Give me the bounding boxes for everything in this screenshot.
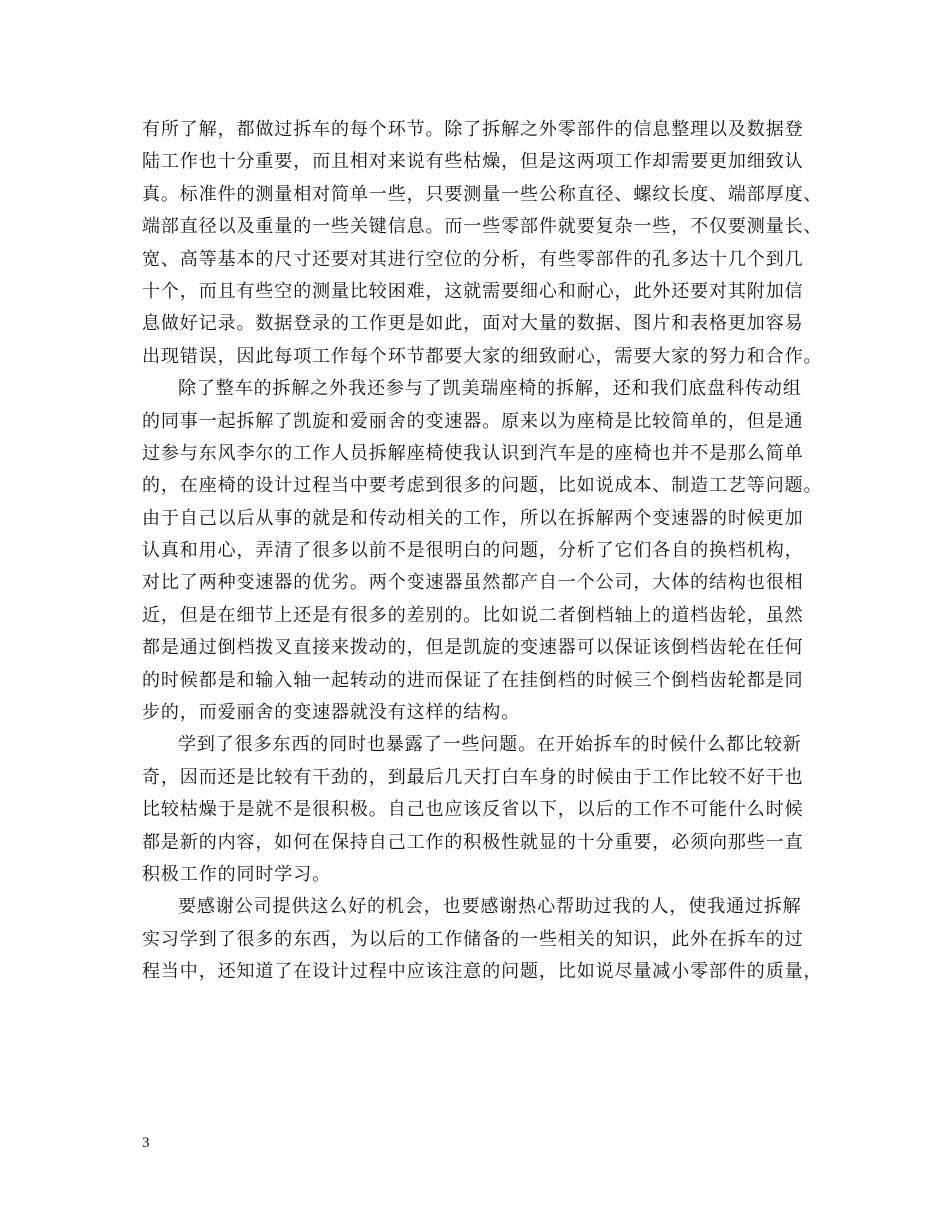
text-line: 十个，而且有些空的测量比较困难，这就需要细心和耐心，此外还要对其附加信 <box>142 280 804 302</box>
paragraph-2 <box>142 373 823 729</box>
text-line: 的同事一起拆解了凯旋和爱丽舍的变速器。原来以为座椅是比较简单的，但是通 <box>142 410 804 432</box>
text-line: 程当中，还知道了在设计过程中应该注意的问题，比如说尽量减小零部件的质量， <box>142 961 823 983</box>
text-line: 步的，而爱丽舍的变速器就没有这样的结构。 <box>142 702 520 724</box>
text-line: 实习学到了很多的东西，为以后的工作储备的一些相关的知识，此外在拆车的过 <box>142 928 804 950</box>
text-line: 除了整车的拆解之外我还参与了凯美瑞座椅的拆解，还和我们底盘科传动组 <box>178 378 802 400</box>
paragraph-1 <box>142 114 823 373</box>
text-line: 真。标准件的测量相对简单一些，只要测量一些公称直径、螺纹长度、端部厚度、 <box>142 183 823 205</box>
document-body <box>142 114 823 989</box>
text-line: 认真和用心，弄清了很多以前不是很明白的问题，分析了它们各自的换档机构， <box>142 540 804 562</box>
text-line: 都是新的内容，如何在保持自己工作的积极性就显的十分重要，必须向那些一直 <box>142 831 804 853</box>
text-line: 出现错误，因此每项工作每个环节都要大家的细致耐心，需要大家的努力和合作。 <box>142 345 823 367</box>
text-line: 由于自己以后从事的就是和传动相关的工作，所以在拆解两个变速器的时候更加 <box>142 507 804 529</box>
text-line: 端部直径以及重量的一些关键信息。而一些零部件就要复杂一些，不仅要测量长、 <box>142 216 823 238</box>
text-line: 要感谢公司提供这么好的机会，也要感谢热心帮助过我的人，使我通过拆解 <box>178 896 802 918</box>
text-line: 宽、高等基本的尺寸还要对其进行空位的分析，有些零部件的孔多达十几个到几 <box>142 248 804 270</box>
paragraph-4 <box>142 891 823 988</box>
text-line: 积极工作的同时学习。 <box>142 863 331 885</box>
text-line: 都是通过倒档拨叉直接来拨动的，但是凯旋的变速器可以保证该倒档齿轮在任何 <box>142 637 804 659</box>
text-line: 息做好记录。数据登录的工作更是如此，面对大量的数据、图片和表格更加容易 <box>142 313 804 335</box>
page-number: 3 <box>142 1135 150 1151</box>
text-line: 陆工作也十分重要，而且相对来说有些枯燥，但是这两项工作却需要更加细致认 <box>142 151 804 173</box>
paragraph-3 <box>142 729 812 891</box>
text-line: 对比了两种变速器的优劣。两个变速器虽然都产自一个公司，大体的结构也很相 <box>142 572 804 594</box>
text-line: 的时候都是和输入轴一起转动的进而保证了在挂倒档的时候三个倒档齿轮都是同 <box>142 669 804 691</box>
text-line: 奇，因而还是比较有干劲的，到最后几天打白车身的时候由于工作比较不好干也 <box>142 766 804 788</box>
text-line: 比较枯燥于是就不是很积极。自己也应该反省以下，以后的工作不可能什么时候 <box>142 799 804 821</box>
text-line: 学到了很多东西的同时也暴露了一些问题。在开始拆车的时候什么都比较新 <box>178 734 802 756</box>
text-line: 有所了解，都做过拆车的每个环节。除了拆解之外零部件的信息整理以及数据登 <box>142 119 804 140</box>
text-line: 近，但是在细节上还是有很多的差别的。比如说二者倒档轴上的道档齿轮，虽然 <box>142 604 804 626</box>
text-line: 过参与东风李尔的工作人员拆解座椅使我认识到汽车是的座椅也并不是那么简单 <box>142 442 804 464</box>
text-line: 的，在座椅的设计过程当中要考虑到很多的问题，比如说成本、制造工艺等问题。 <box>142 475 823 497</box>
